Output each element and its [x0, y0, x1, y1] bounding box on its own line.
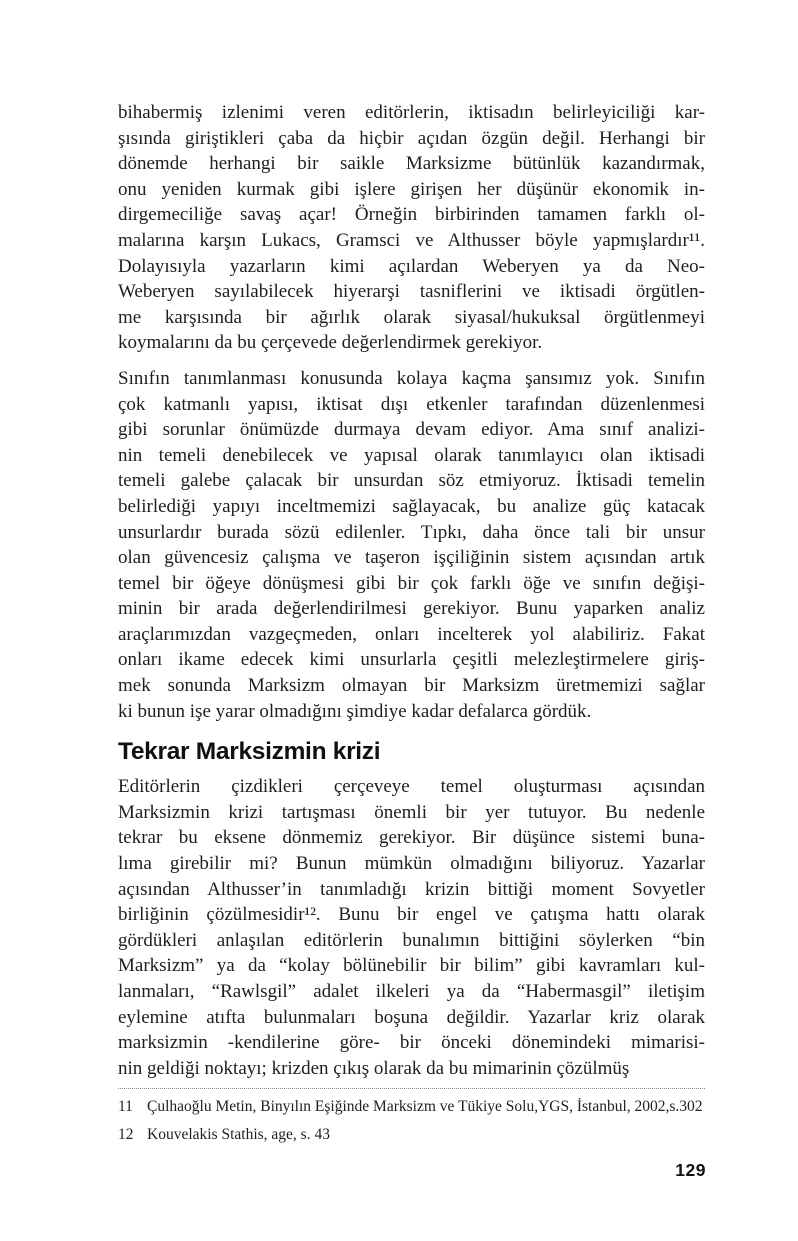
text-line: me karşısında bir ağırlık olarak siyasal/hukuksal örgütlenmeyi: [118, 306, 705, 328]
text-line: koymalarını da bu çerçevede değerlendirmek gerekiyor.: [118, 332, 543, 354]
text-line: eylemine atıfta bulunmaları boşuna değildir. Yazarlar kriz olarak: [118, 1006, 705, 1028]
text-line: Sınıfın tanımlanması konusunda kolaya kaçma şansımız yok. Sınıfın: [118, 367, 705, 389]
text-line: gördükleri anlaşılan editörlerin bunalımın bittiğini söylerken “bin: [118, 929, 705, 951]
text-line: marksizmin -kendilerine göre- bir önceki dönemindeki mimarisi-: [118, 1032, 705, 1054]
text-line: belirlediği yapıyı inceltmemizi sağlayacak, bu analize güç katacak: [118, 495, 705, 517]
text-line: ki bunun işe yarar olmadığını şimdiye kadar defalarca gördük.: [118, 700, 592, 722]
text-line: Dolayısıyla yazarların kimi açılardan Weberyen ya da Neo-: [118, 255, 705, 277]
footnote-divider: [118, 1088, 705, 1089]
text-line: minin bir arada değerlendirilmesi gerekiyor. Bunu yaparken analiz: [118, 598, 705, 620]
text-line: malarına karşın Lukacs, Gramsci ve Althusser böyle yapmışlardır¹¹.: [118, 229, 705, 251]
text-line: şısında giriştikleri çaba da hiçbir açıdan özgün değil. Herhangi bir: [118, 127, 705, 149]
text-line: olan güvencesiz çalışma ve taşeron işçiliğinin sistem açısından artık: [118, 547, 705, 569]
footnote-11: [118, 1097, 705, 1117]
text-line: çok katmanlı yapısı, iktisat dışı etkenler tarafından düzenlenmesi: [118, 393, 705, 415]
text-line: temeli galebe çalacak bir unsurdan söz etmiyoruz. İktisadi temelin: [118, 470, 705, 492]
text-line: lanmaları, “Rawlsgil” adalet ilkeleri ya da “Habermasgil” iletişim: [118, 981, 705, 1002]
text-line: dirgemeciliğe savaş açar! Örneğin birbirinden tamamen farklı ol-: [118, 204, 705, 226]
text-line: onları ikame edecek kimi unsurlarla çeşitli melezleştirmelere giriş-: [118, 649, 705, 671]
text-line: Weberyen sayılabilecek hiyerarşi tasniflerini ve iktisadi örgütlen-: [118, 281, 705, 303]
text-line: mek sonunda Marksizm olmayan bir Marksizm üretmemizi sağlar: [118, 675, 705, 697]
text-line: Marksizmin krizi tartışması önemli bir yer tutuyor. Bu nedenle: [118, 801, 705, 823]
text-line: araçlarımızdan vazgeçmeden, onları incelterek yol alabiliriz. Fakat: [118, 623, 705, 645]
text-line: lıma girebilir mi? Bunun mümkün olmadığını biliyoruz. Yazarlar: [118, 853, 705, 875]
text-line: açısından Althusser’in tanımladığı krizin bittiği moment Sovyetler: [118, 878, 705, 900]
text-line: tekrar bu eksene dönmemiz gerekiyor. Bir düşünce sistemi buna-: [118, 827, 705, 849]
footnote-number: 12: [118, 1126, 134, 1144]
paragraph-1: [118, 100, 705, 356]
text-line: Editörlerin çizdikleri çerçeveye temel oluşturması açısından: [118, 776, 705, 798]
text-line: nin temeli denebilecek ve yapısal olarak tanımlayıcı olan iktisadi: [118, 444, 705, 466]
paragraph-2: [118, 366, 705, 724]
paragraph-3: [118, 774, 705, 1081]
footnote-number: 11: [118, 1098, 133, 1116]
text-line: unsurlardır burada sözü edilenler. Tıpkı, daha önce tali bir unsur: [118, 521, 705, 543]
text-line: gibi sorunlar önümüzde durmaya devam ediyor. Ama sınıf analizi-: [118, 419, 705, 441]
section-heading: Tekrar Marksizmin krizi: [118, 738, 381, 766]
text-line: Marksizm” ya da “kolay bölünebilir bir bilim” gibi kavramları kul-: [118, 955, 705, 977]
footnote-text: Çulhaoğlu Metin, Binyılın Eşiğinde Marksizm ve Tükiye Solu,YGS, İstanbul, 2002,s.302: [147, 1098, 703, 1116]
footnote-text: Kouvelakis Stathis, age, s. 43: [147, 1126, 330, 1144]
page-number: 129: [675, 1160, 706, 1180]
text-line: onu yeniden kurmak gibi işlere girişen her düşünür ekonomik in-: [118, 178, 705, 200]
footnote-12: [118, 1125, 705, 1145]
text-column: [118, 100, 705, 1153]
text-line: dönemde herhangi bir saikle Marksizme bütünlük kazandırmak,: [118, 153, 705, 175]
text-line: nin geldiği noktayı; krizden çıkış olarak da bu mimarinin çözülmüş: [118, 1057, 630, 1079]
text-line: bihabermiş izlenimi veren editörlerin, iktisadın belirleyiciliği kar-: [118, 102, 705, 123]
footnotes: [118, 1097, 705, 1145]
text-line: birliğinin çözülmesidir¹². Bunu bir engel ve çatışma hattı olarak: [118, 904, 705, 926]
text-line: temel bir öğeye dönüşmesi gibi bir çok farklı öğe ve sınıfın değişi-: [118, 572, 705, 594]
